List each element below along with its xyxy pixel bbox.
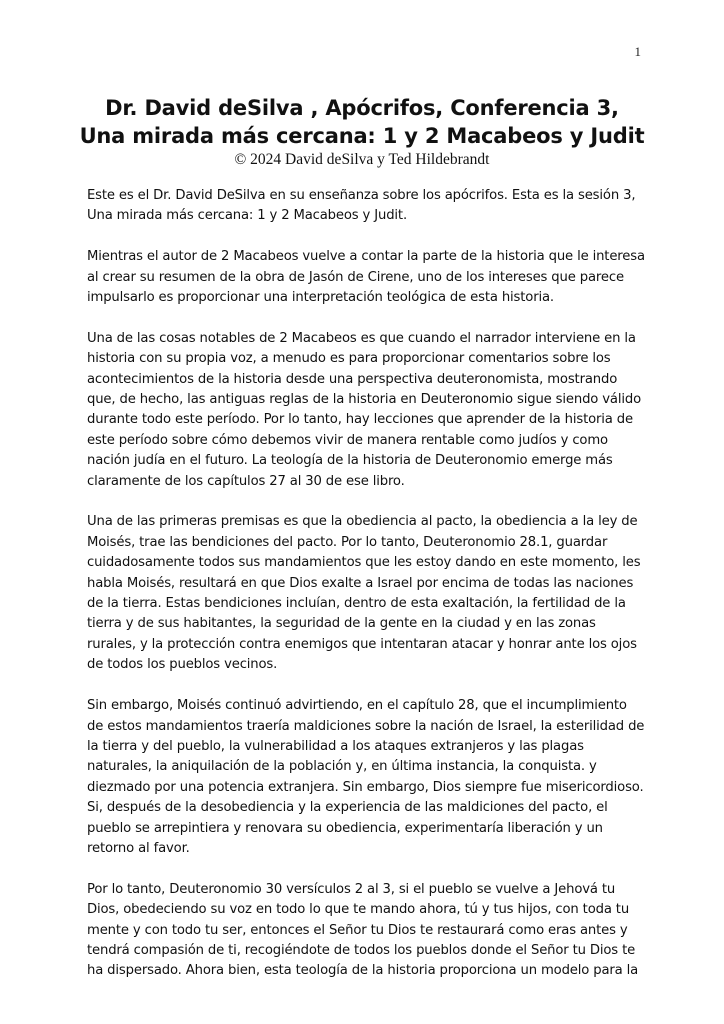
paragraph-2: Mientras el autor de 2 Macabeos vuelve a contar la parte de la historia que le interesa al crear su resumen de la obra de Jasón de Cirene, uno de los intereses que parece impulsarlo es proporcionar una interpretación teológica de esta historia. [87,249,645,306]
paragraph-3: Una de las cosas notables de 2 Macabeos es que cuando el narrador interviene en la historia con su propia voz, a menudo es para proporcionar comentarios sobre los acontecimientos de la historia desde una perspectiva deuteronomista, mostrando que, de hecho, las antiguas reglas de la historia en Deuteronomio sigue siendo válido durante todo este período. Por lo tanto, hay lecciones que aprender de la historia de este período sobre cómo debemos vivir de manera rentable como judíos y como nación judía en el futuro. La teología de la historia de Deuteronomio emerge más claramente de los capítulos 27 al 30 de ese libro. [87,330,641,489]
paragraph-4: Una de las primeras premisas es que la obediencia al pacto, la obediencia a la ley de Moisés, trae las bendiciones del pacto. Por lo tanto, Deuteronomio 28.1, guardar cuidadosamente todos sus mandamientos que les estoy dando en este momento, les habla Moisés, resultará en que Dios exalte a Israel por encima de todas las naciones de la tierra. Estas bendiciones incluían, dentro de esta exaltación, la fertilidad de la tierra y de sus habitantes, la seguridad de la gente en la ciudad y en las zonas rurales, y la protección contra enemigos que intentaran atacar y honrar ante los ojos de todos los pueblos vecinos. [87,514,641,673]
copyright-line: © 2024 David deSilva y Ted Hildebrandt [234,151,490,168]
document-title-line-1: Dr. David deSilva , Apócrifos, Conferencia 3, [105,96,619,120]
page-number: 1 [634,44,641,59]
paragraph-5: Sin embargo, Moisés continuó advirtiendo, en el capítulo 28, que el incumplimiento de estos mandamientos traería maldiciones sobre la nación de Israel, la esterilidad de la tierra y del pueblo, la vulnerabilidad a los ataques extranjeros y las plagas naturales, la aniquilación de la población y, en última instancia, la conquista. y diezmado por una potencia extranjera. Sin embargo, Dios siempre fue misericordioso. Si, después de la desobediencia y la experiencia de las maldiciones del pacto, el pueblo se arrepintiera y renovara su obediencia, experimentaría liberación y un retorno al favor. [87,698,645,856]
document-title-line-2: Una mirada más cercana: 1 y 2 Macabeos y Judit [79,124,645,148]
paragraph-1: Este es el Dr. David DeSilva en su enseñanza sobre los apócrifos. Esta es la sesión 3, Una mirada más cercana: 1 y 2 Macabeos y Judit. [87,188,636,224]
document-body [87,186,645,1002]
title-block [0,94,724,170]
paragraph-6: Por lo tanto, Deuteronomio 30 versículos 2 al 3, si el pueblo se vuelve a Jehová tu Dios, obedeciendo su voz en todo lo que te mando ahora, tú y tus hijos, con toda tu mente y con todo tu ser, entonces el Señor tu Dios te restaurará como eras antes y tendrá compasión de ti, recogiéndote de todos los pueblos donde el Señor tu Dios te ha dispersado. Ahora bien, esta teología de la historia proporciona un modelo para la [87,881,639,979]
